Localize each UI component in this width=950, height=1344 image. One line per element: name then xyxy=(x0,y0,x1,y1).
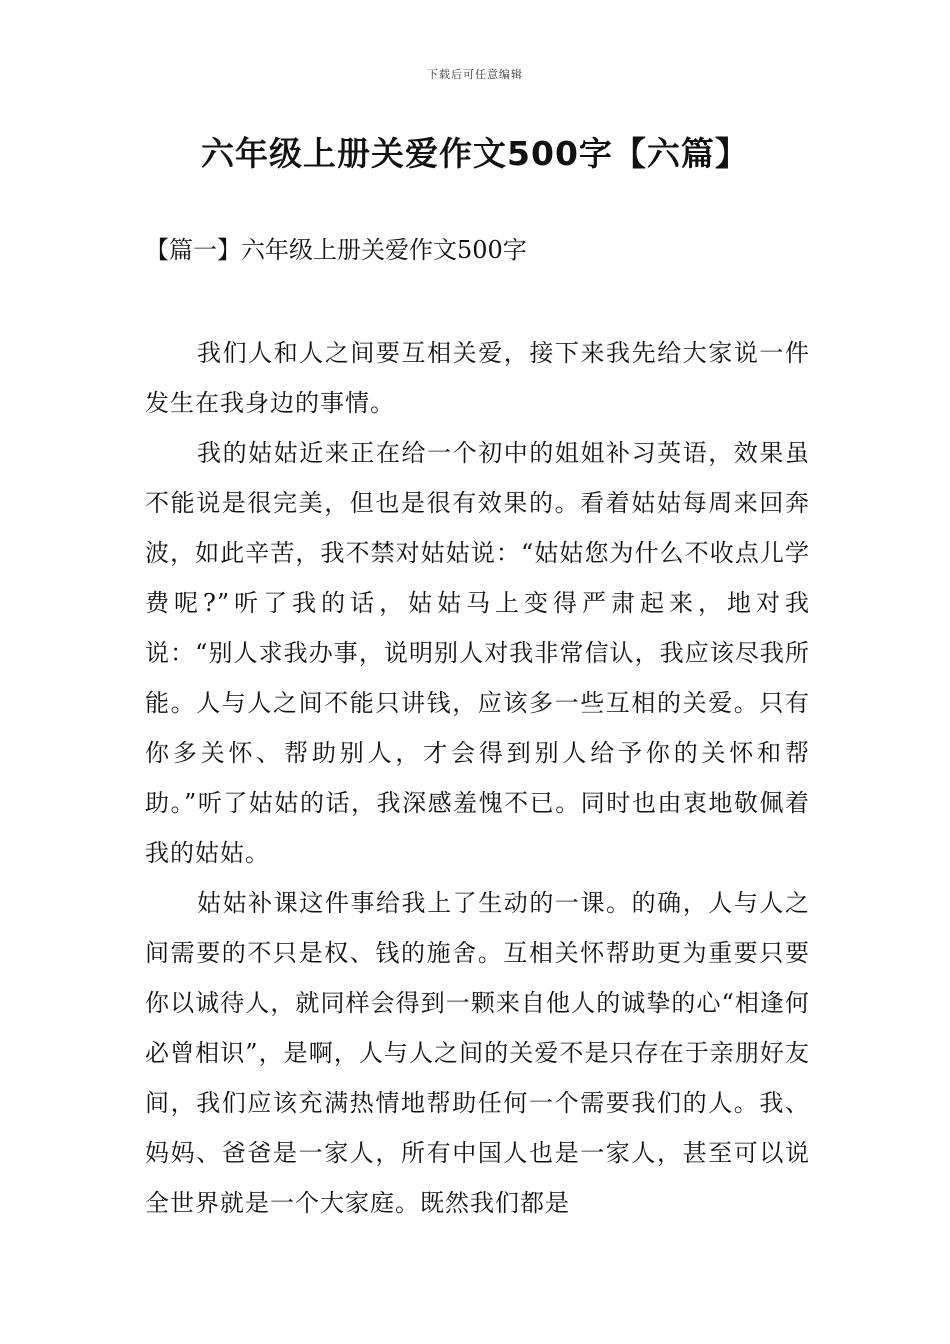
section-heading: 【篇一】六年级上册关爱作文500字 xyxy=(145,236,527,264)
document-title: 六年级上册关爱作文500字【六篇】 xyxy=(201,134,749,173)
paragraph: 我们人和人之间要互相关爱，接下来我先给大家说一件发生在我身边的事情。 xyxy=(145,339,810,417)
article-body xyxy=(145,328,810,1228)
paragraph: 姑姑补课这件事给我上了生动的一课。的确，人与人之间需要的不只是权、钱的施舍。互相关怀帮助更为重要只要你以诚待人，就同样会得到一颗来自他人的诚挚的心“相逢何必曾相识”，是啊，人与人之间的关爱不是只存在于亲朋好友间，我们应该充满热情地帮助任何一个需要我们的人。我、妈妈、爸爸是一家人，所有中国人也是一家人，甚至可以说全世界就是一个大家庭。既然我们都是 xyxy=(145,889,810,1217)
paragraph: 我的姑姑近来正在给一个初中的姐姐补习英语，效果虽不能说是很完美，但也是很有效果的。看着姑姑每周来回奔波，如此辛苦，我不禁对姑姑说：“姑姑您为什么不收点儿学费呢?”听了我的话，姑姑马上变得严肃起来，地对我说：“别人求我办事，说明别人对我非常信认，我应该尽我所能。人与人之间不能只讲钱，应该多一些互相的关爱。只有你多关怀、帮助别人，才会得到别人给予你的关怀和帮助。”听了姑姑的话，我深感羞愧不已。同时也由衷地敬佩着我的姑姑。 xyxy=(145,439,810,867)
header-note: 下载后可任意编辑 xyxy=(427,68,523,81)
